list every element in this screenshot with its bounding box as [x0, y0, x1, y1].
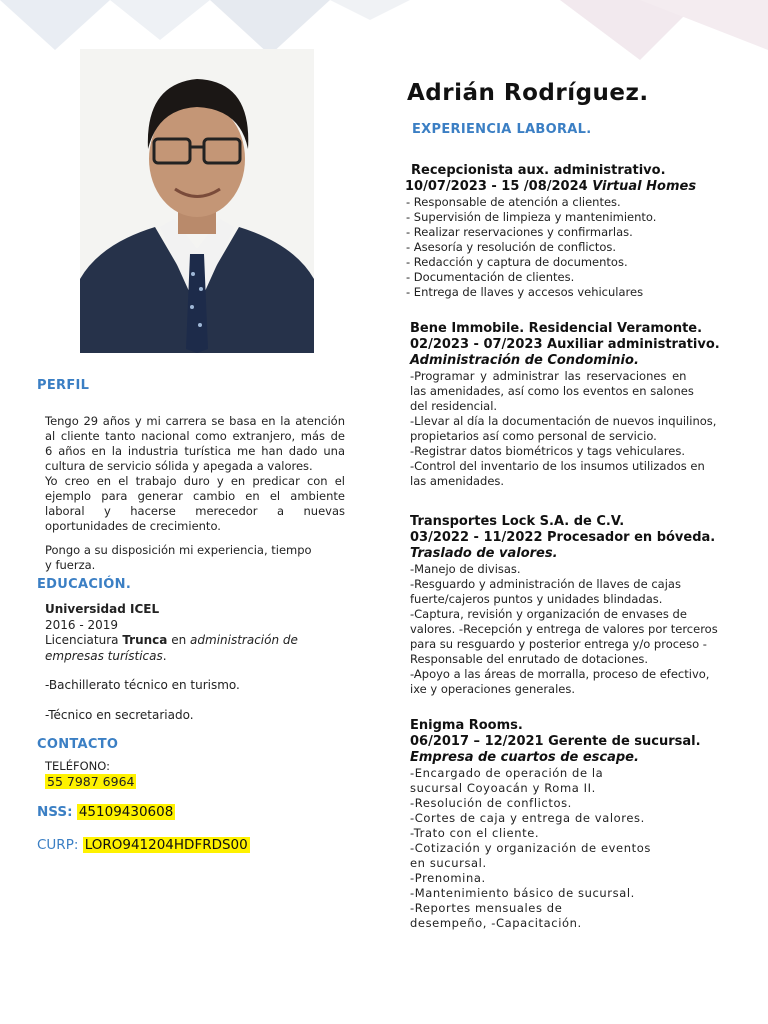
job-duty: -Prenomina.: [410, 871, 486, 885]
job-company: Traslado de valores.: [410, 546, 558, 561]
job-entry: [405, 163, 745, 300]
degree-field-cont: empresas turísticas: [45, 648, 163, 663]
educacion-heading: EDUCACIÓN.: [37, 577, 132, 592]
job-duty: propietarios así como personal de servicio.: [410, 429, 657, 443]
educacion-block: [45, 602, 345, 723]
job-title: Transportes Lock S.A. de C.V.: [410, 514, 625, 529]
phone-value: [45, 774, 136, 790]
job-duty: las amenidades.: [410, 474, 505, 488]
job-title: Enigma Rooms.: [410, 718, 523, 733]
job-duty: - Documentación de clientes.: [406, 270, 575, 284]
phone-label: TELÉFONO:: [45, 759, 110, 773]
job-duty: del residencial.: [410, 399, 498, 413]
job-entry: [410, 321, 750, 489]
job-duty: sucursal Coyoacán y Roma II.: [410, 781, 596, 795]
experiencia-heading: EXPERIENCIA LABORAL.: [412, 122, 592, 137]
perfil-line: ejemplo para generar cambio en el ambiente: [45, 489, 345, 503]
job-duty: desempeño, -Capacitación.: [410, 916, 582, 930]
education-item: -Técnico en secretariado.: [45, 707, 194, 722]
nss-value: 45109430608: [78, 804, 174, 820]
job-duty: -Encargado de operación de la: [410, 766, 604, 780]
job-title: Bene Immobile. Residencial Veramonte.: [410, 321, 703, 336]
job-duty: -Trato con el cliente.: [410, 826, 540, 840]
perfil-line: Pongo a su disposición mi experiencia, tiempo: [45, 543, 312, 557]
job-duty: -Control del inventario de los insumos utilizados en: [410, 459, 705, 473]
curp-row: [37, 837, 250, 854]
job-duty: para su resguardo y posterior entrega y/o proceso -: [410, 637, 707, 651]
perfil-text: [45, 414, 345, 573]
school-years: 2016 - 2019: [45, 617, 119, 632]
job-duty: -Resguardo y administración de llaves de cajas: [410, 577, 681, 591]
job-duty: las amenidades, así como los eventos en salones: [410, 384, 694, 398]
curp-value: LORO941204HDFRDS00: [84, 837, 248, 853]
curp-label: CURP:: [37, 837, 79, 853]
education-item: -Bachillerato técnico en turismo.: [45, 678, 240, 692]
job-duty: ixe y operaciones generales.: [410, 682, 576, 696]
job-duty: - Responsable de atención a clientes.: [406, 195, 621, 209]
job-duty: -Llevar al día la documentación de nuevos inquilinos,: [410, 414, 717, 428]
profile-photo: [80, 49, 314, 353]
job-entry: [410, 514, 750, 697]
job-duty: -Reportes mensuales de: [410, 901, 563, 915]
job-dates: 06/2017 – 12/2021 Gerente de sucursal.: [410, 734, 701, 749]
perfil-line: y fuerza.: [45, 558, 96, 572]
perfil-line: Yo creo en el trabajo duro y en predicar con el: [45, 474, 345, 488]
degree-status: Trunca: [122, 633, 168, 647]
degree-period: .: [162, 648, 167, 663]
job-dates-text: 10/07/2023 - 15 /08/2024: [405, 179, 593, 194]
degree-conj: en: [167, 633, 191, 647]
job-duty: - Realizar reservaciones y confirmarlas.: [406, 225, 633, 239]
job-duty: - Entrega de llaves y accesos vehiculares: [406, 285, 644, 299]
degree-prefix: Licenciatura: [45, 633, 123, 647]
job-title: Recepcionista aux. administrativo.: [411, 163, 666, 178]
phone-number: 55 7987 6964: [47, 774, 135, 789]
perfil-line: al cliente tanto nacional como extranjero, más de: [45, 429, 345, 443]
job-duty: -Apoyo a las áreas de morralla, proceso de efectivo,: [410, 667, 710, 681]
perfil-heading: PERFIL: [37, 378, 90, 393]
contacto-heading: CONTACTO: [37, 737, 119, 752]
job-duty: Responsable del enrutado de dotaciones.: [410, 652, 649, 666]
job-duty: -Cotización y organización de eventos: [410, 841, 651, 855]
degree-field: administración de: [190, 633, 298, 647]
job-duty: -Resolución de conflictos.: [410, 796, 572, 810]
nss-row: [37, 804, 175, 821]
job-duty: fuerte/cajeros puntos y unidades blindadas.: [410, 592, 663, 606]
job-duty: -Registrar datos biométricos y tags vehiculares.: [410, 444, 686, 458]
job-duty: -Mantenimiento básico de sucursal.: [410, 886, 635, 900]
job-duty: - Redacción y captura de documentos.: [406, 255, 628, 269]
school-name: Universidad ICEL: [45, 602, 160, 616]
job-duty: -Manejo de divisas.: [410, 562, 521, 576]
job-duty: -Cortes de caja y entrega de valores.: [410, 811, 645, 825]
job-entry: [410, 718, 750, 931]
perfil-line: 6 años en la industria turística me han dado una: [45, 444, 345, 458]
job-dates: 03/2022 - 11/2022 Procesador en bóveda.: [410, 530, 716, 545]
job-duty: - Asesoría y resolución de conflictos.: [406, 240, 617, 254]
job-duty: - Supervisión de limpieza y mantenimiento.: [406, 210, 657, 224]
job-dates: 02/2023 - 07/2023 Auxiliar administrativo.: [410, 337, 720, 352]
degree: [45, 633, 345, 649]
job-dates: [405, 179, 745, 195]
perfil-line: oportunidades de crecimiento.: [45, 519, 221, 533]
perfil-line: Tengo 29 años y mi carrera se basa en la atención: [45, 414, 345, 428]
nss-label: NSS:: [37, 804, 73, 820]
candidate-name: Adrián Rodríguez.: [407, 80, 649, 106]
perfil-line: laboral y hacerse merecedor a nuevas: [45, 504, 345, 518]
perfil-line: cultura de servicio sólida y apegada a valores.: [45, 459, 313, 473]
job-company: Empresa de cuartos de escape.: [410, 750, 639, 765]
degree-cont: [45, 649, 345, 665]
job-company: Administración de Condominio.: [410, 353, 639, 368]
job-duty: en sucursal.: [410, 856, 487, 870]
job-duty: -Captura, revisión y organización de envases de: [410, 607, 687, 621]
job-duty: -Programar y administrar las reservaciones en: [410, 369, 687, 383]
job-company: Virtual Homes: [592, 179, 697, 194]
job-duty: valores. -Recepción y entrega de valores por terceros: [410, 622, 718, 636]
